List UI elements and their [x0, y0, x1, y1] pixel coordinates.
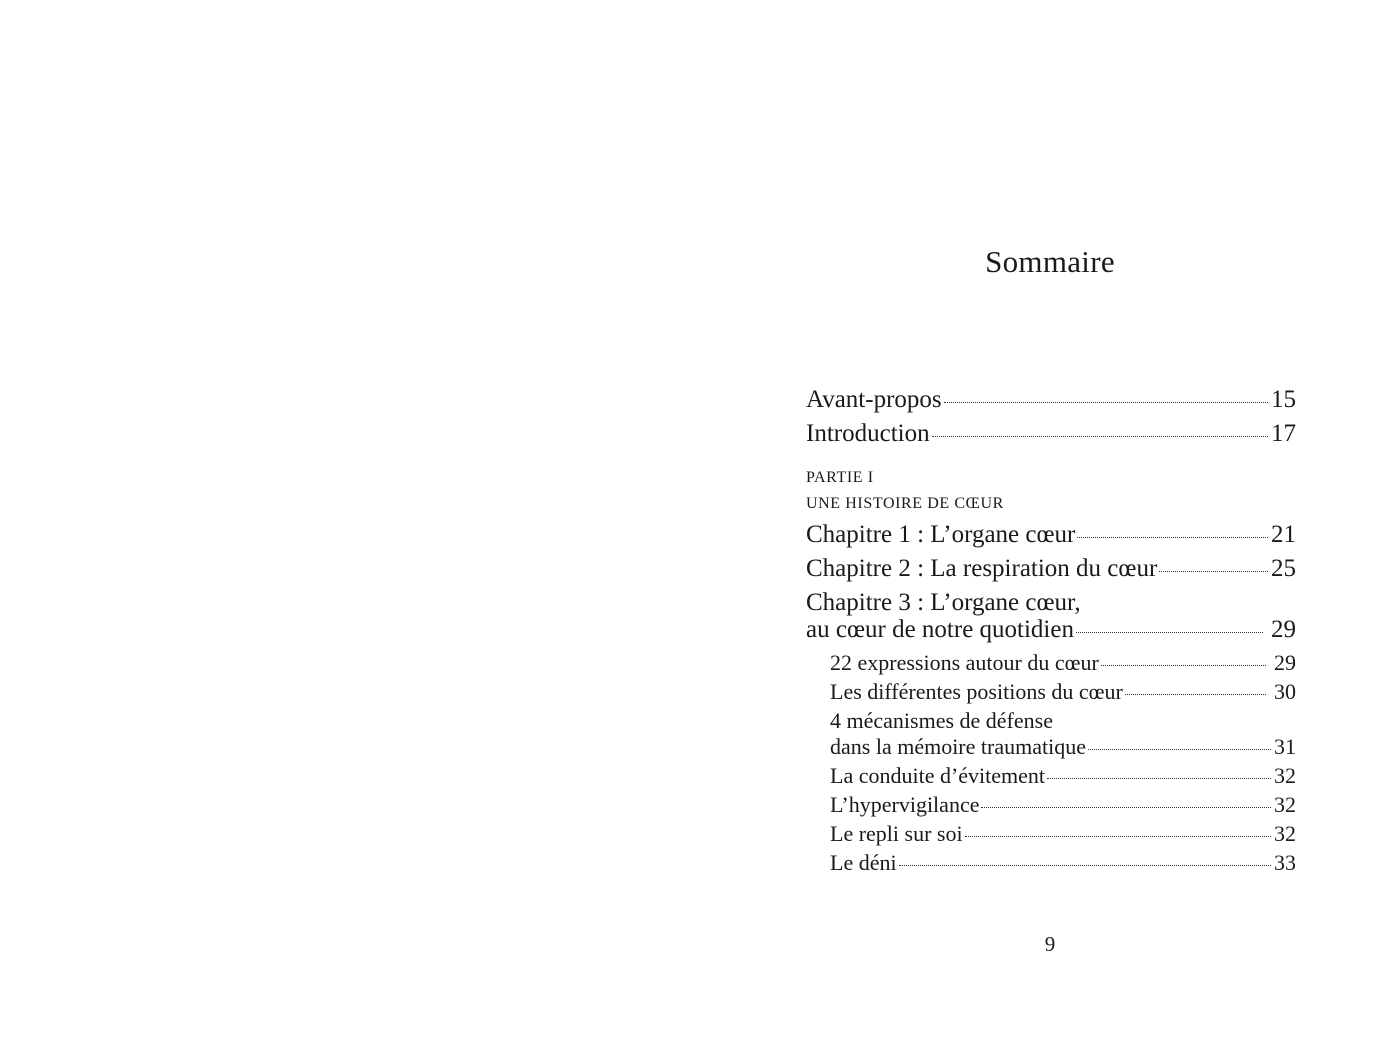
toc-entry-label: Le repli sur soi	[830, 821, 963, 846]
dot-leader	[965, 836, 1271, 837]
toc-entry-page: 33	[1274, 850, 1296, 875]
dot-leader	[981, 807, 1271, 808]
toc-section-positions	[806, 679, 1296, 708]
toc-entry-label: Chapitre 1 : L’organe cœur	[806, 521, 1076, 548]
toc-section-deni	[806, 850, 1296, 879]
table-of-contents	[806, 386, 1296, 879]
dot-leader	[1101, 665, 1266, 666]
dot-leader	[932, 436, 1268, 437]
page-title	[700, 244, 1400, 280]
toc-entry-label: Chapitre 2 : La respiration du cœur	[806, 555, 1158, 582]
toc-entry-introduction	[806, 420, 1296, 454]
dot-leader	[1125, 694, 1266, 695]
dot-leader	[1077, 537, 1268, 538]
toc-entry-page: 32	[1274, 792, 1296, 817]
toc-entry-label: La conduite d’évitement	[830, 763, 1046, 788]
dot-leader	[1047, 778, 1271, 779]
toc-section-hypervigilance	[806, 792, 1296, 821]
part-title: UNE HISTOIRE DE CŒUR	[806, 495, 1004, 512]
toc-entry-label: Les différentes positions du cœur	[830, 679, 1123, 704]
toc-entry-page: 21	[1271, 521, 1296, 548]
toc-entry-chapter-2	[806, 555, 1296, 589]
toc-section-repli	[806, 821, 1296, 850]
toc-entry-label: Avant-propos	[806, 386, 942, 413]
part-label: PARTIE I	[806, 469, 874, 486]
toc-entry-page: 30	[1274, 679, 1296, 704]
toc-entry-page: 25	[1271, 555, 1296, 582]
toc-entry-label: L’hypervigilance	[830, 792, 980, 817]
toc-entry-chapter-1	[806, 521, 1296, 555]
toc-section-expressions	[806, 650, 1296, 679]
toc-entry-page: 32	[1274, 763, 1296, 788]
toc-section-evitement	[806, 763, 1296, 792]
toc-entry-avant-propos	[806, 386, 1296, 420]
toc-entry-label: Le déni	[830, 850, 897, 875]
dot-leader	[1076, 632, 1263, 633]
toc-section-mecanismes	[806, 734, 1296, 763]
toc-entry-page: 29	[1271, 616, 1296, 643]
page-number: 9	[1044, 932, 1056, 956]
dot-leader	[944, 402, 1268, 403]
dot-leader	[1088, 749, 1271, 750]
toc-entry-chapter-3-line1: Chapitre 3 : L’organe cœur,	[806, 589, 1081, 616]
dot-leader	[899, 865, 1271, 866]
toc-section-mecanismes-line1: 4 mécanismes de défense	[830, 708, 1053, 733]
toc-entry-label: Introduction	[806, 420, 930, 447]
toc-entry-page: 29	[1274, 650, 1296, 675]
right-page	[700, 0, 1400, 1050]
page-title-text: Sommaire	[985, 244, 1115, 279]
dot-leader	[1159, 571, 1268, 572]
toc-entry-label: au cœur de notre quotidien	[806, 616, 1074, 643]
toc-entry-chapter-3	[806, 616, 1296, 650]
toc-entry-page: 31	[1274, 734, 1296, 759]
toc-entry-page: 15	[1271, 386, 1296, 413]
toc-entry-label: 22 expressions autour du cœur	[830, 650, 1099, 675]
toc-entry-page: 17	[1271, 420, 1296, 447]
toc-entry-label: dans la mémoire traumatique	[830, 734, 1086, 759]
toc-entry-page: 32	[1274, 821, 1296, 846]
